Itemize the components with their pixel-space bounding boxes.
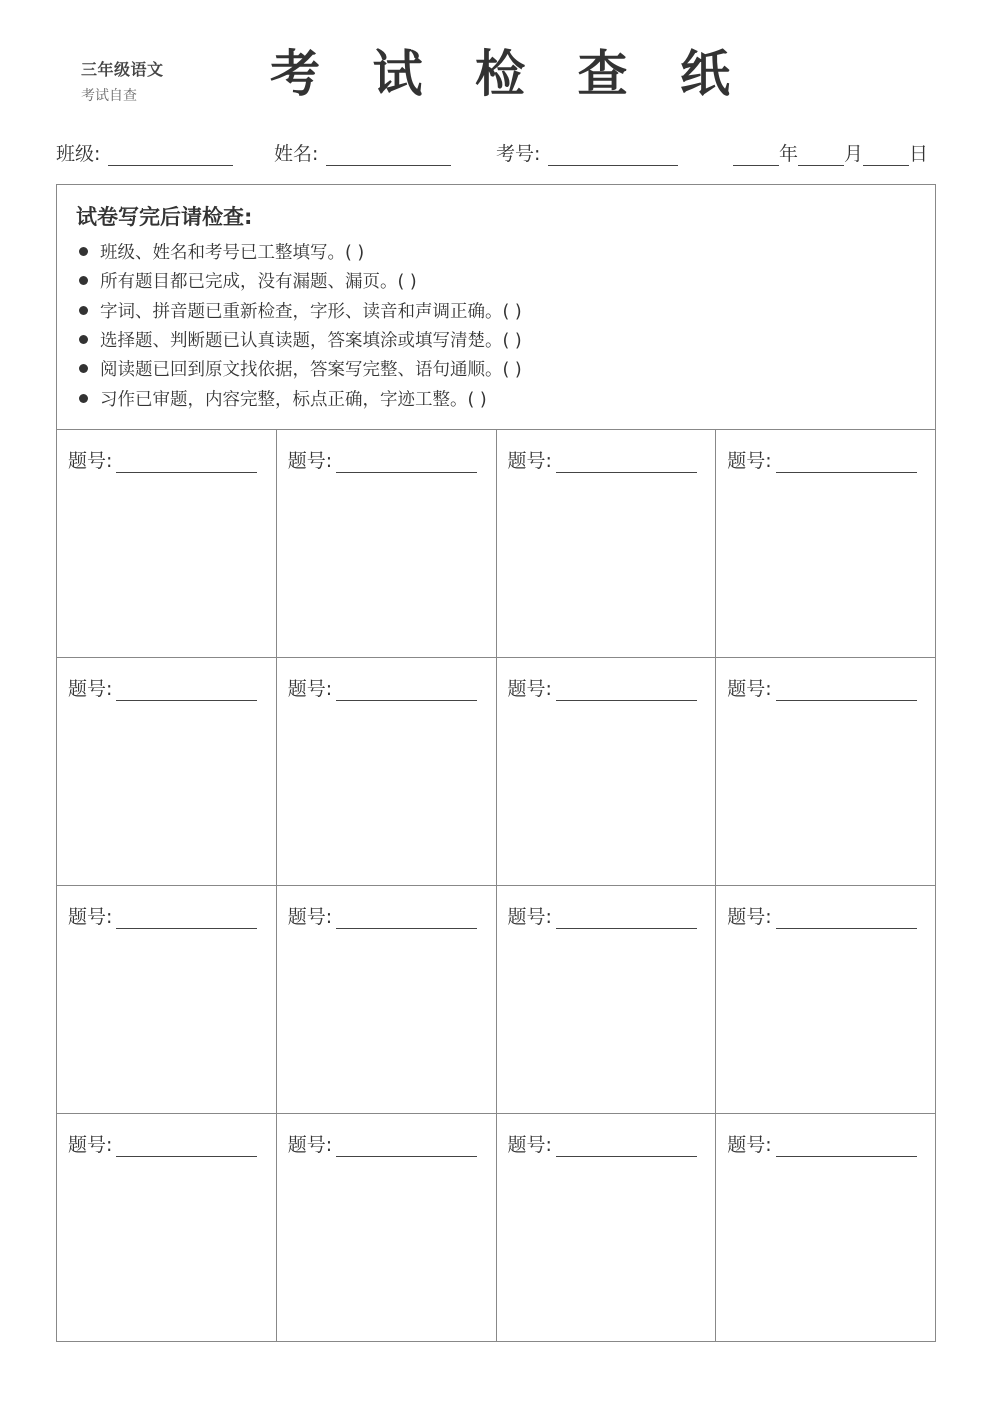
question-number-line[interactable] bbox=[776, 678, 917, 701]
number-label: 考号: bbox=[496, 143, 541, 165]
question-number-label: 题号: bbox=[727, 450, 772, 472]
question-number-line[interactable] bbox=[556, 678, 697, 701]
question-number-field[interactable] bbox=[508, 902, 697, 929]
question-number-field[interactable] bbox=[288, 674, 477, 701]
answer-cell[interactable] bbox=[716, 658, 936, 886]
question-number-field[interactable] bbox=[727, 1130, 916, 1157]
question-number-label: 题号: bbox=[507, 450, 552, 472]
date-field[interactable] bbox=[733, 139, 928, 166]
question-number-line[interactable] bbox=[116, 906, 257, 929]
checklist-item bbox=[79, 296, 522, 325]
class-label: 班级: bbox=[56, 143, 101, 165]
number-line[interactable] bbox=[548, 143, 678, 166]
title-char-3: 检 bbox=[475, 45, 525, 103]
checklist-item bbox=[79, 325, 522, 354]
question-number-field[interactable] bbox=[508, 446, 697, 473]
question-number-field[interactable] bbox=[68, 902, 257, 929]
answer-cell[interactable] bbox=[716, 1114, 936, 1342]
question-number-label: 题号: bbox=[287, 678, 333, 700]
answer-grid bbox=[56, 429, 936, 1342]
question-number-field[interactable] bbox=[288, 446, 477, 473]
class-line[interactable] bbox=[108, 143, 233, 166]
question-number-label: 题号: bbox=[287, 906, 333, 928]
question-number-line[interactable] bbox=[556, 450, 697, 473]
checklist-box bbox=[56, 184, 936, 429]
question-number-line[interactable] bbox=[336, 450, 477, 473]
bullet-icon bbox=[79, 306, 88, 315]
year-label: 年 bbox=[779, 143, 799, 165]
question-number-field[interactable] bbox=[508, 674, 697, 701]
subtitle-label: 考试自查 bbox=[81, 88, 137, 104]
answer-cell[interactable] bbox=[57, 658, 277, 886]
bullet-icon bbox=[79, 364, 88, 373]
question-number-field[interactable] bbox=[288, 1130, 477, 1157]
question-number-label: 题号: bbox=[727, 1134, 772, 1156]
bullet-icon bbox=[79, 394, 88, 403]
checklist-item bbox=[79, 266, 522, 295]
question-number-label: 题号: bbox=[287, 450, 333, 472]
question-number-line[interactable] bbox=[336, 906, 477, 929]
answer-cell[interactable] bbox=[57, 1114, 277, 1342]
bullet-icon bbox=[79, 276, 88, 285]
question-number-label: 题号: bbox=[507, 678, 552, 700]
question-number-label: 题号: bbox=[727, 678, 772, 700]
question-number-line[interactable] bbox=[336, 678, 477, 701]
checklist-item bbox=[79, 237, 522, 266]
answer-cell[interactable] bbox=[716, 430, 936, 658]
name-label: 姓名: bbox=[274, 143, 319, 165]
checklist-list bbox=[79, 237, 522, 413]
question-number-line[interactable] bbox=[776, 906, 917, 929]
bullet-icon bbox=[79, 247, 88, 256]
question-number-field[interactable] bbox=[508, 1130, 697, 1157]
month-label: 月 bbox=[844, 143, 864, 165]
question-number-field[interactable] bbox=[727, 902, 916, 929]
answer-cell[interactable] bbox=[497, 886, 717, 1114]
answer-cell[interactable] bbox=[57, 430, 277, 658]
answer-cell[interactable] bbox=[277, 658, 497, 886]
subject-label: 三年级语文 bbox=[81, 60, 164, 79]
title-char-2: 试 bbox=[372, 45, 423, 103]
name-field[interactable] bbox=[274, 139, 451, 166]
question-number-label: 题号: bbox=[68, 1134, 113, 1156]
answer-cell[interactable] bbox=[57, 886, 277, 1114]
checklist-item bbox=[79, 354, 522, 383]
question-number-label: 题号: bbox=[68, 678, 113, 700]
day-blank[interactable] bbox=[863, 143, 909, 166]
question-number-line[interactable] bbox=[556, 1134, 697, 1157]
question-number-line[interactable] bbox=[116, 450, 257, 473]
checklist-title: 试卷写完后请检查: bbox=[76, 205, 253, 229]
year-blank[interactable] bbox=[733, 143, 779, 166]
number-field[interactable] bbox=[496, 139, 678, 166]
title-char-1: 考 bbox=[270, 45, 320, 103]
checklist-item-text: 班级、姓名和考号已工整填写。( ) bbox=[100, 243, 365, 264]
question-number-field[interactable] bbox=[727, 674, 916, 701]
class-field[interactable] bbox=[56, 139, 233, 166]
question-number-field[interactable] bbox=[68, 1130, 257, 1157]
page-title bbox=[270, 38, 730, 110]
title-char-4: 查 bbox=[577, 45, 628, 103]
day-label: 日 bbox=[909, 143, 929, 165]
answer-cell[interactable] bbox=[277, 1114, 497, 1342]
question-number-label: 题号: bbox=[287, 1134, 333, 1156]
title-char-5: 纸 bbox=[680, 45, 730, 103]
question-number-line[interactable] bbox=[776, 1134, 917, 1157]
answer-cell[interactable] bbox=[277, 430, 497, 658]
question-number-field[interactable] bbox=[288, 902, 477, 929]
bullet-icon bbox=[79, 335, 88, 344]
question-number-label: 题号: bbox=[507, 906, 552, 928]
answer-cell[interactable] bbox=[716, 886, 936, 1114]
checklist-item-text: 所有题目都已完成，没有漏题、漏页。( ) bbox=[100, 272, 417, 293]
checklist-item bbox=[79, 383, 522, 412]
checklist-item-text: 选择题、判断题已认真读题，答案填涂或填写清楚。( ) bbox=[100, 331, 522, 352]
checklist-item-text: 习作已审题，内容完整，标点正确，字迹工整。( ) bbox=[100, 389, 487, 410]
name-line[interactable] bbox=[326, 143, 451, 166]
question-number-label: 题号: bbox=[507, 1134, 552, 1156]
answer-cell[interactable] bbox=[277, 886, 497, 1114]
question-number-line[interactable] bbox=[776, 450, 917, 473]
question-number-label: 题号: bbox=[68, 450, 113, 472]
question-number-field[interactable] bbox=[68, 674, 257, 701]
question-number-label: 题号: bbox=[727, 906, 772, 928]
question-number-label: 题号: bbox=[68, 906, 113, 928]
question-number-line[interactable] bbox=[336, 1134, 477, 1157]
question-number-line[interactable] bbox=[116, 1134, 257, 1157]
checklist-item-text: 字词、拼音题已重新检查，字形、读音和声调正确。( ) bbox=[100, 301, 522, 322]
info-row bbox=[0, 139, 992, 169]
answer-cell[interactable] bbox=[497, 658, 717, 886]
question-number-field[interactable] bbox=[727, 446, 916, 473]
checklist-item-text: 阅读题已回到原文找依据，答案写完整、语句通顺。( ) bbox=[100, 360, 522, 381]
answer-cell[interactable] bbox=[497, 1114, 717, 1342]
answer-cell[interactable] bbox=[497, 430, 717, 658]
question-number-field[interactable] bbox=[68, 446, 257, 473]
question-number-line[interactable] bbox=[556, 906, 697, 929]
month-blank[interactable] bbox=[798, 143, 844, 166]
question-number-line[interactable] bbox=[116, 678, 257, 701]
